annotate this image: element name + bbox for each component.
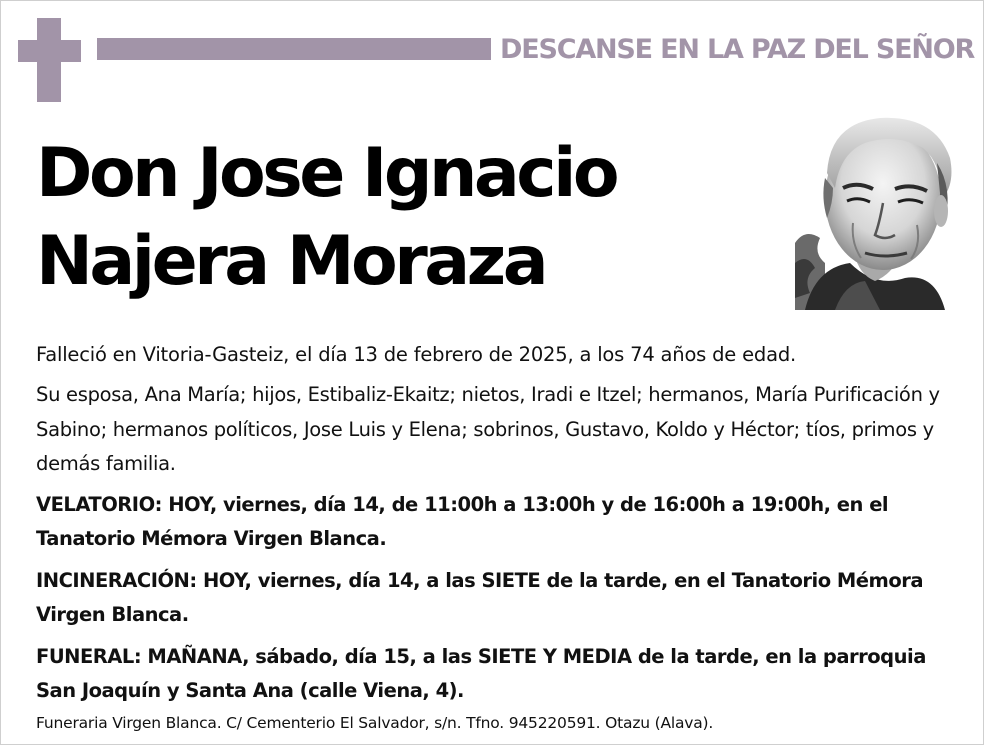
funeral-details: FUNERAL: MAÑANA, sábado, día 15, a las SIETE Y MEDIA de la tarde, en la parroquia San Joaquín y Santa Ana (calle Viena, 4). <box>36 644 926 702</box>
funeral-home-footer: Funeraria Virgen Blanca. C/ Cementerio El Salvador, s/n. Tfno. 945220591. Otazu (Alava). <box>36 714 714 732</box>
deceased-name-line2: Najera Moraza <box>36 222 546 301</box>
wake-details: VELATORIO: HOY, viernes, día 14, de 11:00h a 13:00h y de 16:00h a 19:00h, en el Tanatorio Mémora Virgen Blanca. <box>36 492 889 550</box>
death-notice: Falleció en Vitoria-Gasteiz, el día 13 de febrero de 2025, a los 74 años de edad. <box>36 343 797 366</box>
latin-cross-icon-arm <box>18 40 81 62</box>
deceased-name-line1: Don Jose Ignacio <box>36 134 617 213</box>
cremation-details: INCINERACIÓN: HOY, viernes, día 14, a las SIETE de la tarde, en el Tanatorio Mémora Virgen Blanca. <box>36 568 924 626</box>
header-title: DESCANSE EN LA PAZ DEL SEÑOR <box>500 34 975 65</box>
family-list: Su esposa, Ana María; hijos, Estibaliz-Ekaitz; nietos, Iradi e Itzel; hermanos, María Purificación y Sabino; hermanos políticos, Jose Luis y Elena; sobrinos, Gustavo, Koldo y Héctor; tíos, primos y demás familia. <box>36 383 940 475</box>
header-divider-bar <box>97 38 491 60</box>
notice-body <box>36 338 951 716</box>
deceased-name <box>36 130 776 306</box>
portrait-photo <box>795 103 958 310</box>
